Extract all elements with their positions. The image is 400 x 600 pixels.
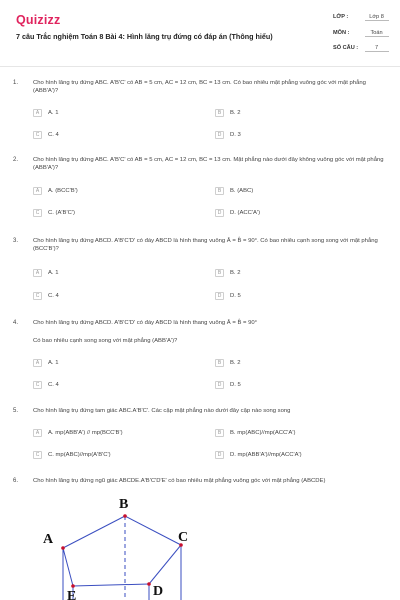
edge-ab (63, 516, 125, 548)
answer-option[interactable] (33, 291, 59, 301)
answer-option[interactable] (215, 291, 241, 301)
answer-option[interactable] (215, 208, 260, 218)
question-number: 3. (13, 238, 19, 244)
math-expression: Â = B̂ = 90° (226, 238, 257, 244)
answer-option[interactable] (33, 130, 59, 140)
option-text: B. 2 (230, 360, 241, 366)
vertex-a (61, 546, 65, 550)
question-text: Cho hình lăng trụ đứng ABC. A'B'C' có AB = 5 cm, AC = 12 cm, BC = 13 cm. Mặt phẳng nào dưới đây không vuông góc với mặt phẳng (ABB'A')? (33, 157, 384, 172)
option-letter-box: B (215, 187, 224, 196)
label-d: D (153, 584, 164, 599)
question-text: Cho hình lăng trụ đứng tam giác ABC.A'B'C'. Các cặp mặt phẳng nào dưới đây cặp nào song song (33, 408, 291, 414)
option-text: B. 2 (230, 110, 241, 116)
meta-lop (333, 14, 389, 21)
answer-option[interactable] (215, 268, 240, 278)
option-text: A. 1 (48, 270, 59, 276)
option-text: B. 2 (230, 270, 241, 276)
option-letter-box: C (33, 451, 42, 460)
label-c: C (178, 530, 189, 545)
answer-option[interactable] (215, 450, 302, 460)
question-number: 5. (13, 408, 19, 414)
answer-option[interactable] (33, 380, 59, 390)
answer-option[interactable] (33, 268, 58, 278)
meta-mon-label: MÔN : (333, 30, 350, 36)
answer-option[interactable] (215, 380, 241, 390)
question-text-line: Có bao nhiêu cạnh song song với mặt phẳng (ABB'A')? (33, 338, 178, 344)
option-text: D. (ACC'A') (230, 210, 261, 216)
option-letter-box: B (215, 109, 224, 118)
answer-option[interactable] (33, 186, 78, 196)
option-letter-box: B (215, 269, 224, 278)
option-text: A. mp(ABB'A') // mp(BCC'B') (48, 430, 123, 436)
option-letter-box: A (33, 429, 42, 438)
question-text-part: Cho hình lăng trụ đứng ABCD. A'B'C'D' có đáy ABCD là hình thang vuông (33, 238, 226, 244)
option-text: C. mp(ABC)//mp(A'B'C') (48, 452, 111, 458)
quizizz-logo: Quizizz (16, 13, 61, 27)
answer-option[interactable] (33, 428, 123, 438)
edge-bc (125, 516, 181, 545)
option-text: D. 5 (230, 382, 241, 388)
meta-mon-value: Toán (365, 30, 389, 37)
option-letter-box: D (215, 381, 224, 390)
answer-option[interactable] (33, 358, 58, 368)
question-text: Cho hình lăng trụ đứng ABC. A'B'C' có AB = 5 cm, AC = 12 cm, BC = 13 cm. Có bao nhiêu mặt phẳng vuông góc với mặt phẳng (ABB'A')? (33, 80, 366, 95)
option-letter-box: A (33, 269, 42, 278)
option-text: C. (A'B'C') (48, 210, 75, 216)
option-letter-box: A (33, 109, 42, 118)
question-text (33, 319, 388, 327)
prism-figure (33, 490, 213, 600)
option-letter-box: D (215, 292, 224, 301)
question-number: 4. (13, 320, 19, 326)
option-text: A. (BCC'B') (48, 188, 78, 194)
page-title: 7 câu Trắc nghiệm Toán 8 Bài 4: Hình lăng trụ đứng có đáp án (Thông hiểu) (16, 32, 273, 41)
option-text: D. 5 (230, 293, 241, 299)
question-text-part: . Có bao nhiêu cạnh song song với mặt phẳng (BCC'B')? (33, 238, 378, 253)
question-number: 2. (13, 157, 19, 163)
answer-option[interactable] (33, 208, 75, 218)
option-letter-box: C (33, 131, 42, 140)
answer-option[interactable] (215, 130, 241, 140)
answer-option[interactable] (215, 428, 295, 438)
question-text (33, 237, 388, 254)
option-letter-box: D (215, 209, 224, 218)
option-text: B. mp(ABC)//mp(ACC'A') (230, 430, 296, 436)
meta-lop-value: Lớp 8 (365, 14, 389, 21)
option-text: B. (ABC) (230, 188, 254, 194)
math-expression: Â = B̂ = 90° (226, 320, 257, 326)
option-letter-box: C (33, 209, 42, 218)
answer-option[interactable] (33, 108, 58, 118)
question-number: 6. (13, 478, 19, 484)
option-text: D. mp(ABB'A')//mp(ACC'A') (230, 452, 302, 458)
label-e: E (67, 589, 77, 600)
meta-socau-value: 7 (365, 45, 389, 52)
option-text: D. 3 (230, 132, 241, 138)
meta-socau (333, 45, 389, 52)
option-letter-box: C (33, 292, 42, 301)
edge-ed (73, 584, 149, 586)
option-text: C. 4 (48, 382, 59, 388)
answer-option[interactable] (215, 186, 253, 196)
option-letter-box: B (215, 359, 224, 368)
label-b: B (119, 497, 129, 512)
question-text-part: Cho hình lăng trụ đứng ABCD. A'B'C'D' có đáy ABCD là hình thang vuông (33, 320, 226, 326)
label-a: A (43, 532, 54, 547)
question-number: 1. (13, 80, 19, 86)
option-letter-box: A (33, 187, 42, 196)
vertex-d (147, 582, 151, 586)
edge-ae (63, 548, 73, 586)
edge-cd (149, 545, 181, 584)
answer-option[interactable] (215, 358, 240, 368)
meta-mon (333, 30, 389, 37)
header-divider (0, 66, 400, 67)
option-letter-box: D (215, 451, 224, 460)
option-text: A. 1 (48, 360, 59, 366)
option-text: C. 4 (48, 132, 59, 138)
vertex-e (71, 584, 75, 588)
vertex-b (123, 514, 127, 518)
option-letter-box: B (215, 429, 224, 438)
option-text: C. 4 (48, 293, 59, 299)
answer-option[interactable] (33, 450, 111, 460)
meta-lop-label: LỚP : (333, 14, 349, 20)
answer-option[interactable] (215, 108, 240, 118)
option-text: A. 1 (48, 110, 59, 116)
option-letter-box: C (33, 381, 42, 390)
option-letter-box: D (215, 131, 224, 140)
meta-socau-label: SỐ CÂU : (333, 45, 359, 51)
option-letter-box: A (33, 359, 42, 368)
question-text: Cho hình lăng trụ đứng ngũ giác ABCDE.A'B'C'D'E' có bao nhiêu mặt phẳng vuông góc với mặt phẳng (ABCDE) (33, 478, 326, 484)
